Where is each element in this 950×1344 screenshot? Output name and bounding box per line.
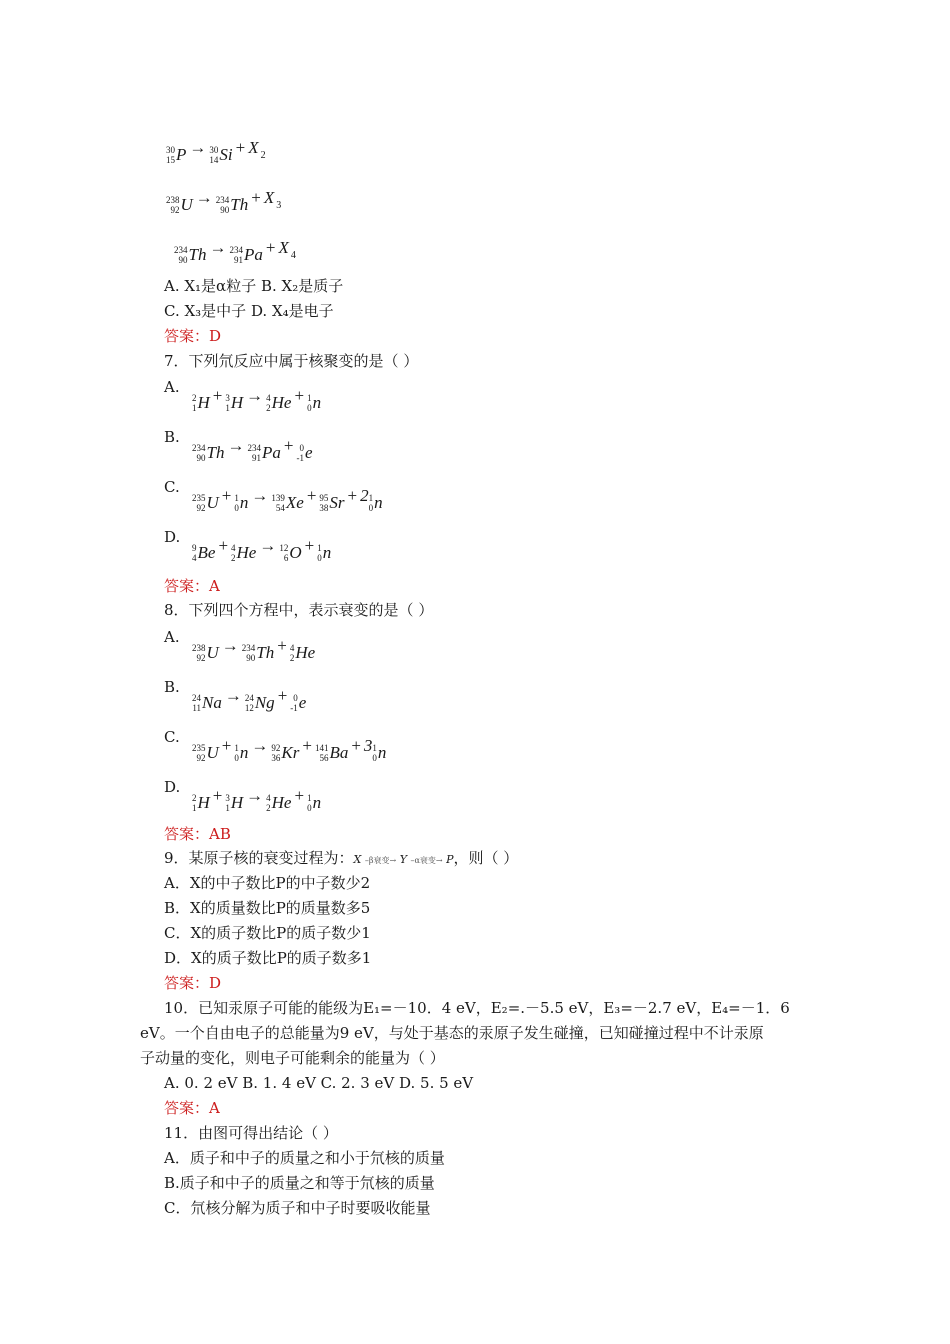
decay-chain: X –β衰变→ Y –α衰变→ P	[353, 853, 454, 866]
q6-options-ab: A. X₁是α粒子 B. X₂是质子	[164, 277, 344, 295]
q11-option-c: C．氘核分解为质子和中子时要吸收能量	[164, 1199, 431, 1217]
q7-label-c: C.	[164, 478, 180, 496]
q8-option-a-equation: 238 92 U → 234 90 Th + 4 2 He	[192, 636, 316, 663]
q7-option-a-equation: 2 1 H + 3 1 H → 4 2 He + 1 0 n	[192, 386, 322, 413]
q11-option-a: A．质子和中子的质量之和小于氘核的质量	[164, 1149, 445, 1167]
q9-stem: 9．某原子核的衰变过程为：X –β衰变→ Y –α衰变→ P，则（ ）	[164, 849, 519, 867]
q9-option-c: C．X的质子数比P的质子数少1	[164, 924, 371, 942]
q8-label-d: D.	[164, 778, 181, 796]
q8-answer: 答案：AB	[164, 825, 231, 843]
q7-label-d: D.	[164, 528, 181, 546]
q11-stem: 11．由图可得出结论（ ）	[164, 1124, 338, 1142]
q8-stem: 8．下列四个方程中，表示衰变的是（ ）	[164, 601, 434, 619]
q9-answer: 答案：D	[164, 974, 222, 992]
q8-label-c: C.	[164, 728, 180, 746]
q7-option-c-equation: 235 92 U + 1 0 n → 139 54 Xe + 95 38 Sr + 2 1 0 n	[192, 486, 383, 513]
q8-label-b: B.	[164, 678, 180, 696]
q6-answer: 答案：D	[164, 327, 222, 345]
equation-p-to-si: 30 15 P → 30 14 Si + X $_2$	[166, 138, 266, 165]
q10-stem-line2: eV。一个自由电子的总能量为9 eV，与处于基态的汞原子发生碰撞，已知碰撞过程中不计汞原	[140, 1024, 764, 1042]
q8-option-c-equation: 235 92 U + 1 0 n → 92 36 Kr + 141 56 Ba + 3 1 0 n	[192, 736, 387, 763]
q9-option-d: D．X的质子数比P的质子数多1	[164, 949, 372, 967]
q8-option-b-equation: 24 11 Na → 24 12 Ng + 0 -1 e	[192, 686, 307, 713]
q7-option-b-equation: 234 90 Th → 234 91 Pa + 0 -1 e	[192, 436, 313, 463]
q9-option-b: B．X的质量数比P的质量数多5	[164, 899, 371, 917]
q10-stem-line1: 10．已知汞原子可能的能级为E₁=－10．4 eV，E₂=.－5.5 eV，E₃=－2.7 eV，E₄=－1．6	[164, 999, 790, 1017]
q7-option-d-equation: 9 4 Be + 4 2 He → 12 6 O + 1 0 n	[192, 536, 332, 563]
q8-label-a: A.	[164, 628, 180, 646]
q9-option-a: A．X的中子数比P的中子数少2	[164, 874, 371, 892]
q10-stem-line3: 子动量的变化，则电子可能剩余的能量为（ ）	[140, 1049, 445, 1067]
q7-label-a: A.	[164, 378, 180, 396]
q8-option-d-equation: 2 1 H + 3 1 H → 4 2 He + 1 0 n	[192, 786, 322, 813]
q10-options: A. 0. 2 eV B. 1. 4 eV C. 2. 3 eV D. 5. 5 eV	[164, 1074, 474, 1092]
q7-label-b: B.	[164, 428, 180, 446]
equation-u-to-th: 238 92 U → 234 90 Th + X $_3$	[166, 188, 282, 215]
q11-option-b: B.质子和中子的质量之和等于氘核的质量	[164, 1174, 435, 1192]
equation-th-to-pa: 234 90 Th → 234 91 Pa + X $_4$	[174, 238, 296, 265]
q7-answer: 答案：A	[164, 577, 220, 595]
q7-stem: 7．下列氘反应中属于核聚变的是（ ）	[164, 352, 419, 370]
q10-answer: 答案：A	[164, 1099, 220, 1117]
q6-options-cd: C. X₃是中子 D. X₄是电子	[164, 302, 334, 320]
